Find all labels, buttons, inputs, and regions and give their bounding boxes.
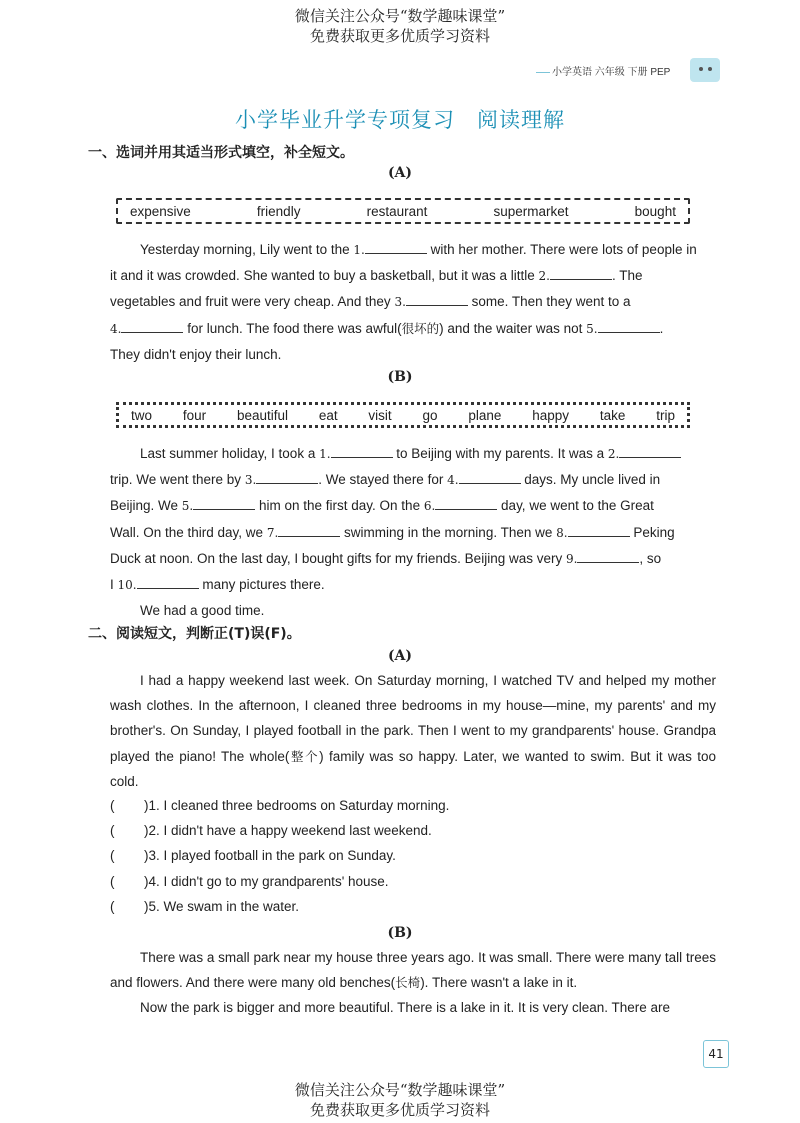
word-bank-item: trip bbox=[656, 407, 675, 423]
section1-heading: 一、选词并用其适当形式填空，补全短文。 bbox=[88, 145, 354, 161]
word-bank-item: visit bbox=[368, 407, 392, 423]
section2-partA-label: (A) bbox=[387, 648, 413, 664]
answer-blank[interactable] bbox=[365, 241, 427, 254]
answer-blank[interactable] bbox=[435, 497, 497, 510]
watermark-line1: 微信关注公众号“数学趣味课堂” bbox=[294, 7, 506, 25]
tf-question: ( )3. I played football in the park on Sunday. bbox=[110, 846, 396, 866]
tf-question: ( )1. I cleaned three bedrooms on Saturday morning. bbox=[110, 796, 449, 816]
passage-2a: I had a happy weekend last week. On Saturday morning, I watched TV and helped my mother wash clothes. In the afternoon, I cleaned three bedrooms in my house—mine, my parents' and my brother's. On Sunday, I played football in the park. Then I went to my grandparents' house. Grandpa played the piano! The whole(整个) family was so happy. Later, we wanted to swim. But it was too cold. bbox=[110, 673, 716, 789]
word-bank-item: plane bbox=[468, 407, 502, 423]
word-bank-item: bought bbox=[634, 203, 676, 219]
word-bank-item: eat bbox=[318, 407, 338, 423]
passage-1a bbox=[110, 237, 716, 367]
watermark-line2: 免费获取更多优质学习资料 bbox=[309, 27, 490, 45]
watermark-line1: 微信关注公众号“数学趣味课堂” bbox=[294, 1081, 506, 1099]
word-bank-item: friendly bbox=[256, 203, 301, 219]
answer-paren[interactable]: ( bbox=[110, 798, 115, 813]
watermark-line2: 免费获取更多优质学习资料 bbox=[309, 1101, 490, 1119]
answer-paren[interactable]: ( bbox=[110, 873, 115, 889]
word-bank-b bbox=[116, 402, 690, 428]
tf-question: ( )4. I didn't go to my grandparents' house. bbox=[110, 872, 389, 892]
watermark-top bbox=[0, 6, 800, 46]
section1-partA-label: (A) bbox=[387, 165, 413, 181]
tf-question: ( )5. We swam in the water. bbox=[110, 897, 299, 917]
word-bank-item: expensive bbox=[130, 203, 191, 219]
tf-question: ( )2. I didn't have a happy weekend last weekend. bbox=[110, 821, 432, 841]
passage-line: vegetables and fruit were very cheap. And they 3. some. Then they went to a bbox=[110, 294, 631, 310]
passage-line: 4. for lunch. The food there was awful(很坏的) and the waiter was not 5. . bbox=[110, 320, 664, 336]
answer-blank[interactable] bbox=[598, 320, 660, 333]
header-rule bbox=[536, 72, 550, 73]
answer-paren[interactable]: ( bbox=[110, 848, 115, 864]
word-bank-item: restaurant bbox=[366, 203, 428, 219]
mascot-icon bbox=[690, 58, 720, 82]
answer-blank[interactable] bbox=[577, 550, 639, 563]
answer-blank[interactable] bbox=[619, 445, 681, 458]
section2-partB-label: (B) bbox=[387, 925, 413, 941]
section2-heading: 二、阅读短文，判断正(T)误(F)。 bbox=[88, 626, 301, 642]
word-bank-item: two bbox=[131, 407, 153, 423]
answer-blank[interactable] bbox=[568, 524, 630, 537]
mascot-eye-right bbox=[708, 67, 712, 71]
answer-blank[interactable] bbox=[278, 524, 340, 537]
answer-blank[interactable] bbox=[137, 576, 199, 589]
word-bank-a bbox=[116, 198, 690, 224]
answer-blank[interactable] bbox=[459, 471, 521, 484]
answer-blank[interactable] bbox=[121, 320, 183, 333]
answer-blank[interactable] bbox=[406, 293, 468, 306]
passage-line: it and it was crowded. She wanted to buy a basketball, but it was a little 2. . The bbox=[110, 268, 643, 284]
answer-blank[interactable] bbox=[331, 445, 393, 458]
page-title: 小学毕业升学专项复习 阅读理解 bbox=[235, 108, 565, 132]
passage-line: They didn't enjoy their lunch. bbox=[110, 346, 282, 362]
header-tag: 小学英语 六年级 下册 PEP bbox=[552, 67, 671, 78]
word-bank-item: take bbox=[599, 407, 626, 423]
mascot-eye-left bbox=[699, 67, 703, 71]
passage-1b: Last summer holiday, I took a 1. to Beijing with my parents. It was a 2. trip. We went there by 3. . We stayed there for 4. days. My uncle lived in Beijing. We 5. him on the first day. On the 6. day, we went to the Great Wall. On the third day, we 7. swimming in the morning. Then we 8. Peking Duck at noon. On the last day, I bought gifts for my friends. Beijing was very 9. , so I 10. many pictures there. We had a good time. bbox=[110, 441, 716, 623]
word-bank-item: four bbox=[182, 407, 207, 423]
word-bank-item: go bbox=[422, 407, 438, 423]
answer-blank[interactable] bbox=[550, 267, 612, 280]
word-bank-item: happy bbox=[532, 407, 570, 423]
watermark-bottom bbox=[0, 1080, 800, 1120]
answer-paren[interactable]: ( bbox=[110, 898, 115, 914]
answer-blank[interactable] bbox=[193, 497, 255, 510]
word-bank-item: beautiful bbox=[236, 407, 288, 423]
section1-partB-label: (B) bbox=[387, 369, 413, 385]
word-bank-item: supermarket bbox=[493, 203, 569, 219]
passage-line: Yesterday morning, Lily went to the 1. with her mother. There were lots of people in bbox=[140, 242, 697, 257]
page-number: 41 bbox=[703, 1040, 729, 1068]
answer-blank[interactable] bbox=[256, 471, 318, 484]
passage-2b: There was a small park near my house three years ago. It was small. There were many tall trees and flowers. And there were many old benches(长椅). There wasn't a lake in it. Now the park is bigger and more beautiful. There is a lake in it. It is very clean. There are bbox=[110, 950, 716, 1016]
answer-paren[interactable]: ( bbox=[110, 823, 115, 839]
